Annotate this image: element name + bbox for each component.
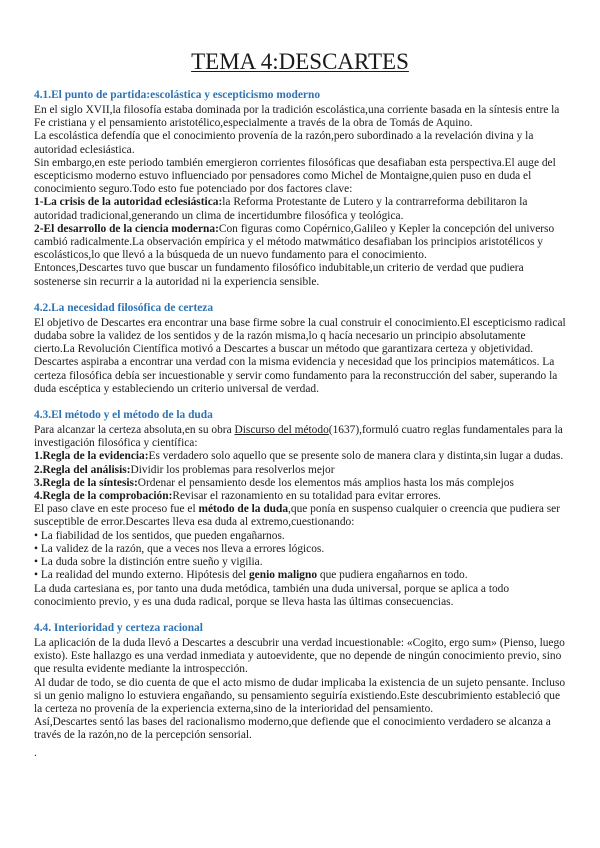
page-title: TEMA 4:DESCARTES	[191, 49, 409, 74]
rule-label: 3.Regla de la síntesis:	[34, 476, 138, 489]
list-item	[34, 569, 566, 582]
section-4-1	[34, 88, 566, 289]
paragraph: Así,Descartes sentó las bases del racionalismo moderno,que defiende que el conocimiento verdadero se alcanza a través de la razón,no de la percepción sensorial.	[34, 716, 551, 742]
paragraph-method	[34, 503, 566, 529]
rule-label: 1.Regla de la evidencia:	[34, 450, 149, 463]
paragraph: La duda cartesiana es, por tanto una duda metódica, también una duda universal, porque se aplica a todo conocimiento previo, y es una duda radical, porque se lleva hasta las últimas consecuencias.	[34, 582, 510, 608]
paragraph: El objetivo de Descartes era encontrar una base firme sobre la cual construir el conocimiento.El escepticismo radical dudaba sobre la validez de los sentidos y de la razón misma,lo q hacía necesario un principio absolutamente cierto.La Revolución Científica motivó a Descartes a buscar un método que garantizara certeza y objetividad.	[34, 316, 566, 356]
section-4-3	[34, 408, 566, 609]
rule-4	[34, 490, 566, 503]
item-text: que pudiera engañarnos en todo.	[317, 569, 468, 582]
book-title: Discurso del método	[234, 424, 329, 437]
factor-label: 2-El desarrollo de la ciencia moderna:	[34, 222, 219, 235]
section-4-2	[34, 301, 566, 396]
factor-text: Con figuras como Copérnico,Galileo y Kepler la concepción del universo cambió radicalmente.La observación empírica y el método matwmático desafiaban los principios aristotélicos y escolásticos,lo que llevó a la búsqueda de un nuevo fundamento para el conocimiento.	[34, 222, 555, 262]
list-item: • La validez de la razón, que a veces nos lleva a errores lógicos.	[34, 543, 566, 556]
factor-text: la Reforma Protestante de Lutero y la contrarreforma debilitaron la autoridad tradicional,generando un clima de incertidumbre filosófica y teológica.	[34, 196, 528, 222]
paragraph: La aplicación de la duda llevó a Descartes a descubrir una verdad incuestionable: «Cogito, ergo sum» (Pienso, luego existo). Este hallazgo es una verdad inmediata y autoevidente, que no depende de ningún conocimiento previo, sino que resulta evidente mediante la introspección.	[34, 636, 565, 676]
section-heading: 4.2.La necesidad filosófica de certeza	[34, 301, 214, 314]
rule-1	[34, 450, 566, 463]
paragraph-intro	[34, 424, 566, 450]
intro-text: (1637),formuló cuatro reglas fundamentales para la investigación filosófica y científica:	[34, 424, 563, 450]
paragraph: En el siglo XVII,la filosofía estaba dominada por la tradición escolástica,una corriente basada en la síntesis entre la Fe cristiana y el pensamiento aristotélico,especialmente a través de la obra de Tomás de Aquino.	[34, 104, 560, 130]
factor-1	[34, 196, 566, 222]
rule-text: Revisar el razonamiento en su totalidad para evitar errores.	[172, 490, 441, 503]
section-4-4	[34, 621, 566, 760]
paragraph: Descartes aspiraba a encontrar una verdad con la misma evidencia y necesidad que los principios matemáticos. La certeza filosófica debía ser incuestionable y servir como fundamento para la reconstrucción del saber, superando la duda escéptica y estableciendo un criterio universal de verdad.	[34, 356, 558, 395]
section-heading: 4.4. Interioridad y certeza racional	[34, 621, 203, 634]
rule-text: Es verdadero solo aquello que se presente solo de manera clara y distinta,sin lugar a dudas.	[148, 450, 564, 463]
paragraph: Al dudar de todo, se dio cuenta de que el acto mismo de dudar implicaba la existencia de un sujeto pensante. Incluso si un genio maligno lo estuviera engañando, su pensamiento seguiría existiendo.Este descubrimiento estableció que la certeza no provenía de la experiencia externa,sino de la interioridad del pensamiento.	[34, 676, 566, 715]
rule-text: Dividir los problemas para resolverlos mejor	[130, 463, 335, 476]
doubt-list	[34, 530, 566, 583]
method-text: El paso clave en este proceso fue el	[34, 503, 199, 516]
list-item: • La fiabilidad de los sentidos, que pueden engañarnos.	[34, 530, 566, 543]
method-text: ,que ponía en suspenso cualquier o creencia que pudiera ser susceptible de error.Descartes lleva esa duda al extremo,cuestionando:	[34, 503, 561, 529]
factor-label: 1-La crisis de la autoridad eclesiástica:	[34, 196, 223, 209]
genio-term: genio maligno	[248, 569, 318, 582]
paragraph: La escolástica defendía que el conocimiento provenía de la razón,pero subordinado a la revelación divina y la autoridad eclesiástica.	[34, 130, 534, 156]
rule-label: 2.Regla del análisis:	[34, 463, 131, 476]
paragraph: Sin embargo,en este periodo también emergieron corrientes filosóficas que desafiaban esta perspectiva.El auge del escepticismo moderno estuvo influenciado por pensadores como Michel de Montaigne,quien puso en duda el conocimiento seguro.Todo esto fue potenciado por dos factores clave:	[34, 156, 556, 196]
trailing-dot: .	[34, 746, 37, 759]
factor-2	[34, 223, 566, 263]
section-heading: 4.1.El punto de partida:escolástica y escepticismo moderno	[34, 89, 321, 101]
rule-2	[34, 464, 566, 477]
section-heading: 4.3.El método y el método de la duda	[34, 409, 213, 422]
rule-3	[34, 477, 566, 490]
rule-text: Ordenar el pensamiento desde los elementos más amplios hasta los más complejos	[137, 476, 514, 489]
intro-text: Para alcanzar la certeza absoluta,en su obra	[34, 424, 235, 437]
rule-label: 4.Regla de la comprobación:	[34, 490, 173, 503]
method-term: método de la duda	[198, 503, 289, 516]
paragraph: Entonces,Descartes tuvo que buscar un fundamento filosófico indubitable,un criterio de verdad que pudiera sostenerse sin recurrir a la autoridad ni la experiencia sensible.	[34, 262, 524, 288]
item-text: La realidad del mundo externo. Hipótesis del	[40, 569, 249, 582]
list-item: • La duda sobre la distinción entre sueño y vigilia.	[34, 556, 566, 569]
